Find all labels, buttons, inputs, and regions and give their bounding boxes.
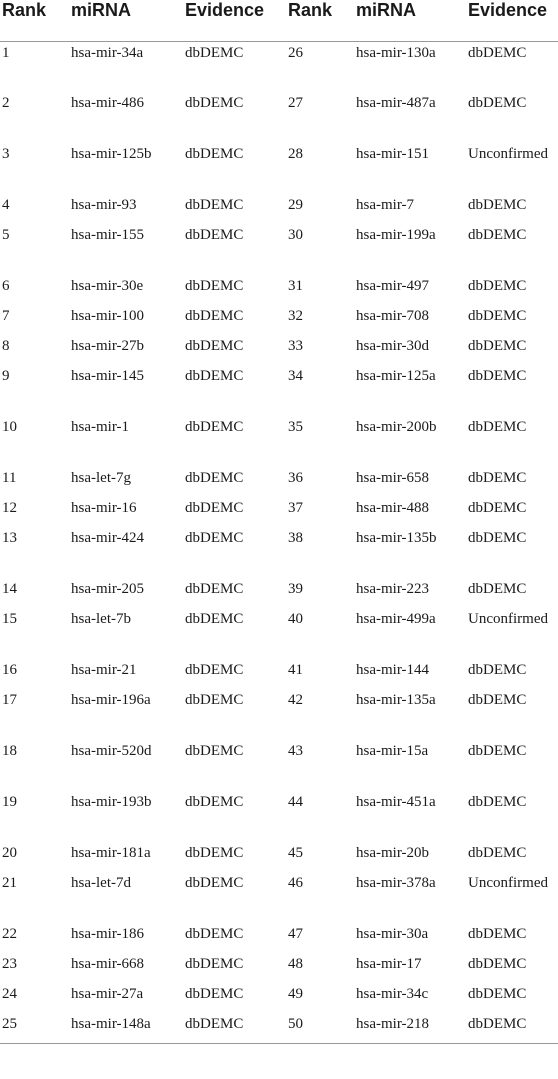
evidence-cell: dbDEMC (185, 845, 244, 861)
table-row (0, 608, 558, 659)
mirna-cell: hsa-mir-668 (71, 956, 145, 972)
mirna-cell: hsa-mir-93 (71, 197, 137, 213)
mirna-cell: hsa-mir-424 (71, 530, 145, 546)
table-row (0, 497, 558, 527)
evidence-cell: dbDEMC (185, 986, 244, 1002)
rank-cell: 24 (2, 986, 17, 1002)
mirna-cell: hsa-mir-135b (356, 530, 437, 546)
table-row (0, 194, 558, 224)
rank-cell: 6 (2, 278, 10, 294)
table-row (0, 335, 558, 365)
rank-cell: 16 (2, 662, 17, 678)
rank-cell: 10 (2, 419, 17, 435)
evidence-cell: dbDEMC (468, 197, 527, 213)
mirna-cell: hsa-mir-486 (71, 95, 145, 111)
rank-cell: 20 (2, 845, 17, 861)
evidence-cell: dbDEMC (185, 794, 244, 810)
table-row (0, 689, 558, 740)
evidence-cell: dbDEMC (185, 530, 244, 546)
evidence-cell: Unconfirmed (468, 146, 548, 162)
evidence-cell: dbDEMC (185, 197, 244, 213)
evidence-cell: dbDEMC (468, 845, 527, 861)
evidence-cell: dbDEMC (468, 227, 527, 243)
mirna-cell: hsa-mir-125a (356, 368, 436, 384)
rank-cell: 36 (288, 470, 303, 486)
header-evidence-2: Evidence (466, 0, 558, 41)
rank-cell: 27 (288, 95, 303, 111)
rank-cell: 32 (288, 308, 303, 324)
rank-cell: 44 (288, 794, 303, 810)
table-row (0, 92, 558, 143)
mirna-cell: hsa-mir-34c (356, 986, 429, 1002)
rank-cell: 25 (0, 1013, 69, 1043)
rank-cell: 29 (288, 197, 303, 213)
rank-cell: 28 (288, 146, 303, 162)
mirna-cell: hsa-mir-7 (356, 197, 415, 213)
evidence-cell: dbDEMC (185, 338, 244, 354)
table-row (0, 41, 558, 92)
rank-cell: 42 (288, 692, 303, 708)
rank-cell: 23 (2, 956, 17, 972)
mirna-cell: hsa-mir-186 (71, 926, 145, 942)
evidence-cell: dbDEMC (185, 419, 244, 435)
rank-cell: 22 (2, 926, 17, 942)
mirna-cell: hsa-mir-148a (69, 1013, 183, 1043)
rank-cell: 33 (288, 338, 303, 354)
mirna-cell: hsa-mir-100 (71, 308, 145, 324)
table-row (0, 224, 558, 275)
table-row (0, 953, 558, 983)
mirna-cell: hsa-mir-378a (356, 875, 436, 891)
table-row (0, 1013, 558, 1043)
mirna-cell: hsa-mir-223 (356, 581, 430, 597)
rank-cell: 21 (2, 875, 17, 891)
rank-cell: 14 (2, 581, 17, 597)
mirna-cell: hsa-mir-488 (356, 500, 430, 516)
rank-cell: 45 (288, 845, 303, 861)
table-row (0, 275, 558, 305)
rank-cell: 40 (288, 611, 303, 627)
mirna-cell: hsa-mir-497 (356, 278, 430, 294)
header-mirna: miRNA (69, 0, 183, 41)
table-body (0, 41, 558, 1043)
evidence-cell: dbDEMC (466, 1013, 558, 1043)
evidence-cell: dbDEMC (468, 500, 527, 516)
table-row (0, 983, 558, 1013)
rank-cell: 12 (2, 500, 17, 516)
rank-cell: 4 (2, 197, 10, 213)
mirna-cell: hsa-mir-130a (356, 44, 436, 61)
evidence-cell: dbDEMC (468, 419, 527, 435)
table-row (0, 923, 558, 953)
rank-cell: 3 (2, 146, 10, 162)
rank-cell: 11 (2, 470, 17, 486)
evidence-cell: dbDEMC (185, 44, 244, 61)
evidence-cell: dbDEMC (468, 44, 527, 61)
rank-cell: 7 (2, 308, 10, 324)
mirna-cell: hsa-mir-17 (356, 956, 422, 972)
rank-cell: 34 (288, 368, 303, 384)
mirna-cell: hsa-mir-27b (71, 338, 145, 354)
evidence-cell: dbDEMC (185, 581, 244, 597)
mirna-cell: hsa-mir-200b (356, 419, 437, 435)
rank-cell: 17 (2, 692, 17, 708)
header-rank: Rank (0, 0, 69, 41)
evidence-cell: dbDEMC (468, 581, 527, 597)
mirna-cell: hsa-mir-30e (71, 278, 144, 294)
mirna-cell: hsa-mir-125b (71, 146, 152, 162)
mirna-cell: hsa-mir-205 (71, 581, 145, 597)
header-mirna-2: miRNA (354, 0, 466, 41)
mirna-cell: hsa-mir-30a (356, 926, 429, 942)
evidence-cell: dbDEMC (185, 611, 244, 627)
mirna-cell: hsa-mir-499a (356, 611, 436, 627)
evidence-cell: dbDEMC (468, 338, 527, 354)
rank-cell: 50 (286, 1013, 354, 1043)
mirna-cell: hsa-mir-658 (356, 470, 430, 486)
rank-cell: 26 (288, 44, 303, 61)
table-row (0, 872, 558, 923)
evidence-cell: dbDEMC (468, 530, 527, 546)
mirna-cell: hsa-mir-1 (71, 419, 130, 435)
mirna-cell: hsa-mir-196a (71, 692, 151, 708)
table-row (0, 305, 558, 335)
mirna-cell: hsa-let-7b (71, 611, 131, 627)
rank-cell: 9 (2, 368, 10, 384)
rank-cell: 39 (288, 581, 303, 597)
header-evidence: Evidence (183, 0, 286, 41)
mirna-cell: hsa-let-7g (71, 470, 131, 486)
evidence-cell: dbDEMC (468, 470, 527, 486)
evidence-cell: dbDEMC (468, 986, 527, 1002)
table-row (0, 659, 558, 689)
evidence-cell: Unconfirmed (468, 611, 548, 627)
rank-cell: 5 (2, 227, 10, 243)
table-row (0, 365, 558, 416)
evidence-cell: dbDEMC (185, 692, 244, 708)
rank-cell: 37 (288, 500, 303, 516)
mirna-cell: hsa-mir-151 (356, 146, 430, 162)
rank-cell: 48 (288, 956, 303, 972)
table-row (0, 416, 558, 467)
rank-cell: 46 (288, 875, 303, 891)
table-row (0, 467, 558, 497)
rank-cell: 38 (288, 530, 303, 546)
mirna-cell: hsa-mir-34a (71, 44, 144, 61)
rank-cell: 47 (288, 926, 303, 942)
evidence-cell: dbDEMC (185, 926, 244, 942)
evidence-cell: dbDEMC (468, 926, 527, 942)
mirna-cell: hsa-mir-487a (356, 95, 436, 111)
mirna-cell: hsa-mir-15a (356, 743, 429, 759)
evidence-cell: dbDEMC (185, 500, 244, 516)
mirna-cell: hsa-mir-21 (71, 662, 137, 678)
evidence-cell: dbDEMC (185, 95, 244, 111)
evidence-cell: dbDEMC (185, 875, 244, 891)
mirna-cell: hsa-mir-181a (71, 845, 151, 861)
rank-cell: 35 (288, 419, 303, 435)
table-row (0, 143, 558, 194)
table-row (0, 842, 558, 872)
table-row (0, 791, 558, 842)
evidence-cell: dbDEMC (183, 1013, 286, 1043)
mirna-cell: hsa-mir-199a (356, 227, 436, 243)
evidence-cell: dbDEMC (185, 956, 244, 972)
evidence-cell: dbDEMC (185, 662, 244, 678)
evidence-cell: dbDEMC (468, 662, 527, 678)
rank-cell: 1 (2, 44, 10, 61)
evidence-cell: dbDEMC (468, 95, 527, 111)
table-row (0, 740, 558, 791)
mirna-cell: hsa-mir-27a (71, 986, 144, 1002)
table-header-row (0, 0, 558, 41)
table-row (0, 578, 558, 608)
mirna-cell: hsa-mir-218 (354, 1013, 466, 1043)
evidence-cell: dbDEMC (468, 794, 527, 810)
rank-cell: 18 (2, 743, 17, 759)
mirna-cell: hsa-mir-30d (356, 338, 430, 354)
rank-cell: 19 (2, 794, 17, 810)
rank-cell: 15 (2, 611, 17, 627)
mirna-cell: hsa-mir-16 (71, 500, 137, 516)
rank-cell: 2 (2, 95, 10, 111)
mirna-cell: hsa-mir-20b (356, 845, 430, 861)
evidence-cell: dbDEMC (185, 227, 244, 243)
rank-cell: 31 (288, 278, 303, 294)
mirna-cell: hsa-mir-451a (356, 794, 436, 810)
mirna-cell: hsa-mir-144 (356, 662, 430, 678)
rank-cell: 41 (288, 662, 303, 678)
mirna-cell: hsa-mir-135a (356, 692, 436, 708)
evidence-cell: dbDEMC (185, 308, 244, 324)
evidence-cell: dbDEMC (468, 692, 527, 708)
rank-cell: 13 (2, 530, 17, 546)
mirna-cell: hsa-mir-708 (356, 308, 430, 324)
mirna-cell: hsa-mir-193b (71, 794, 152, 810)
mirna-cell: hsa-mir-520d (71, 743, 152, 759)
table-row (0, 527, 558, 578)
evidence-cell: dbDEMC (185, 146, 244, 162)
header-rank-2: Rank (286, 0, 354, 41)
rank-cell: 8 (2, 338, 10, 354)
mirna-cell: hsa-mir-155 (71, 227, 145, 243)
evidence-cell: Unconfirmed (468, 875, 548, 891)
evidence-cell: dbDEMC (468, 743, 527, 759)
rank-cell: 43 (288, 743, 303, 759)
evidence-cell: dbDEMC (468, 368, 527, 384)
evidence-cell: dbDEMC (185, 743, 244, 759)
evidence-cell: dbDEMC (185, 470, 244, 486)
evidence-cell: dbDEMC (468, 956, 527, 972)
mirna-cell: hsa-let-7d (71, 875, 131, 891)
evidence-cell: dbDEMC (185, 368, 244, 384)
evidence-cell: dbDEMC (468, 308, 527, 324)
rank-cell: 49 (288, 986, 303, 1002)
evidence-cell: dbDEMC (468, 278, 527, 294)
mirna-cell: hsa-mir-145 (71, 368, 145, 384)
rank-cell: 30 (288, 227, 303, 243)
evidence-cell: dbDEMC (185, 278, 244, 294)
